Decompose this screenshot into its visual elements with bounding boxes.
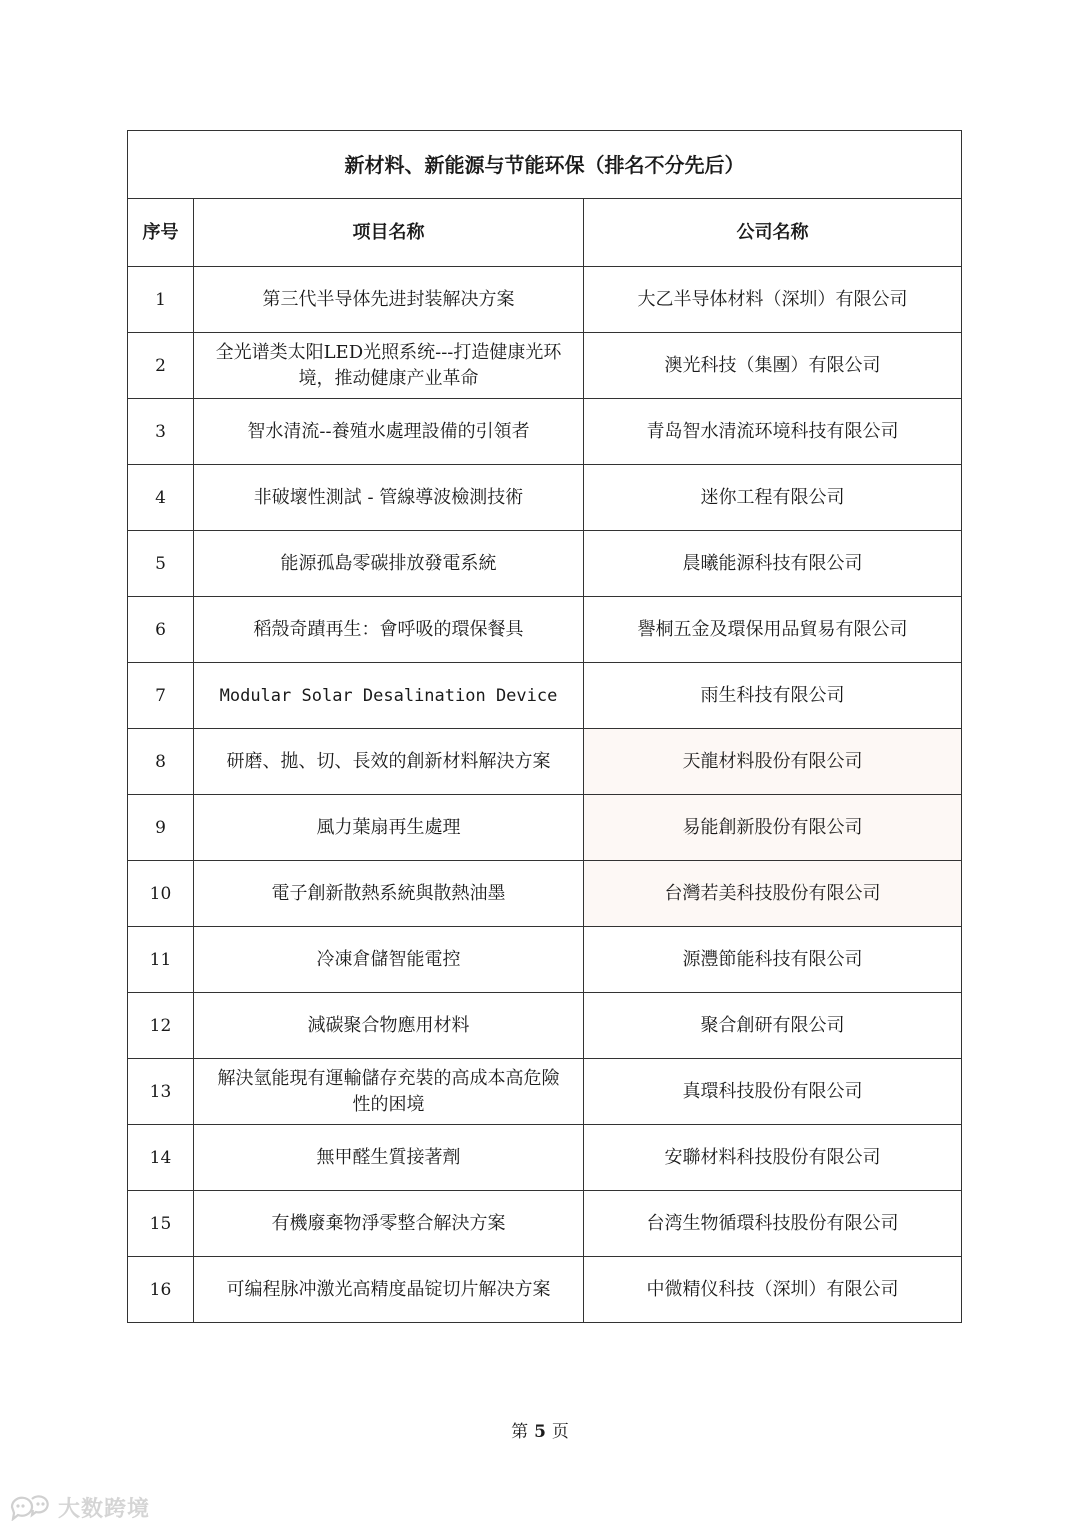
row-company-name: 安聯材料科技股份有限公司 <box>584 1125 962 1191</box>
row-company-name: 大乙半导体材料（深圳）有限公司 <box>584 267 962 333</box>
header-company: 公司名称 <box>584 199 962 267</box>
row-project-name: 稻殼奇蹟再生：會呼吸的環保餐具 <box>194 597 584 663</box>
row-company-name: 澳光科技（集團）有限公司 <box>584 333 962 399</box>
row-number: 9 <box>128 795 194 861</box>
row-number: 12 <box>128 993 194 1059</box>
table-row <box>128 795 962 861</box>
row-company-name: 雨生科技有限公司 <box>584 663 962 729</box>
row-number: 13 <box>128 1059 194 1125</box>
header-project: 项目名称 <box>194 199 584 267</box>
watermark-text: 大数跨境 <box>58 1496 151 1522</box>
table-row <box>128 1125 962 1191</box>
table-row <box>128 663 962 729</box>
row-company-name: 晨曦能源科技有限公司 <box>584 531 962 597</box>
row-number: 3 <box>128 399 194 465</box>
header-no: 序号 <box>128 199 194 267</box>
row-project-name: 減碳聚合物應用材料 <box>194 993 584 1059</box>
row-company-name: 易能創新股份有限公司 <box>584 795 962 861</box>
table-row <box>128 465 962 531</box>
row-company-name: 迷你工程有限公司 <box>584 465 962 531</box>
table-row <box>128 1191 962 1257</box>
row-project-name: Modular Solar Desalination Device <box>194 663 584 729</box>
row-number: 1 <box>128 267 194 333</box>
row-company-name: 青岛智水清流环境科技有限公司 <box>584 399 962 465</box>
row-project-name: 全光谱类太阳LED光照系统---打造健康光环境，推动健康产业革命 <box>194 333 584 399</box>
page-suffix: 页 <box>551 1422 569 1442</box>
projects-table <box>127 130 962 1323</box>
watermark <box>8 1490 150 1524</box>
row-project-name: 冷凍倉儲智能電控 <box>194 927 584 993</box>
table-title-row <box>128 131 962 199</box>
table-row <box>128 597 962 663</box>
row-number: 6 <box>128 597 194 663</box>
table-row <box>128 531 962 597</box>
row-project-name: 可编程脉冲激光高精度晶锭切片解决方案 <box>194 1257 584 1323</box>
speech-bubble-logo-icon <box>8 1493 52 1521</box>
row-number: 8 <box>128 729 194 795</box>
row-company-name: 真環科技股份有限公司 <box>584 1059 962 1125</box>
row-number: 2 <box>128 333 194 399</box>
row-company-name: 譽桐五金及環保用品貿易有限公司 <box>584 597 962 663</box>
row-project-name: 解決氫能現有運輸儲存充裝的高成本高危險性的困境 <box>194 1059 584 1125</box>
row-company-name: 源灃節能科技有限公司 <box>584 927 962 993</box>
row-company-name: 天龍材料股份有限公司 <box>584 729 962 795</box>
row-number: 4 <box>128 465 194 531</box>
row-project-name: 電子創新散熱系統與散熱油墨 <box>194 861 584 927</box>
row-project-name: 無甲醛生質接著劑 <box>194 1125 584 1191</box>
row-number: 7 <box>128 663 194 729</box>
row-number: 15 <box>128 1191 194 1257</box>
row-project-name: 非破壞性測試 - 管線導波檢測技術 <box>194 465 584 531</box>
table-row <box>128 993 962 1059</box>
table-row <box>128 399 962 465</box>
table-row <box>128 267 962 333</box>
row-project-name: 第三代半导体先进封装解决方案 <box>194 267 584 333</box>
row-company-name: 聚合創研有限公司 <box>584 993 962 1059</box>
row-company-name: 台灣若美科技股份有限公司 <box>584 861 962 927</box>
page-number-value: 5 <box>534 1422 546 1442</box>
row-project-name: 智水清流--養殖水處理設備的引領者 <box>194 399 584 465</box>
row-project-name: 能源孤島零碳排放發電系統 <box>194 531 584 597</box>
table-row <box>128 1257 962 1323</box>
row-project-name: 有機廢棄物淨零整合解決方案 <box>194 1191 584 1257</box>
table-row <box>128 333 962 399</box>
table-row <box>128 1059 962 1125</box>
row-project-name: 研磨、拋、切、長效的創新材料解決方案 <box>194 729 584 795</box>
row-number: 5 <box>128 531 194 597</box>
row-number: 11 <box>128 927 194 993</box>
table-row <box>128 729 962 795</box>
row-company-name: 台湾生物循環科技股份有限公司 <box>584 1191 962 1257</box>
row-project-name: 風力葉扇再生處理 <box>194 795 584 861</box>
table-body <box>128 267 962 1323</box>
table-title: 新材料、新能源与节能环保（排名不分先后） <box>128 131 962 199</box>
table-header-row <box>128 199 962 267</box>
row-number: 16 <box>128 1257 194 1323</box>
row-number: 10 <box>128 861 194 927</box>
table-row <box>128 861 962 927</box>
page-number <box>0 1417 1080 1442</box>
row-number: 14 <box>128 1125 194 1191</box>
row-company-name: 中微精仪科技（深圳）有限公司 <box>584 1257 962 1323</box>
table-row <box>128 927 962 993</box>
page-prefix: 第 <box>511 1422 529 1442</box>
